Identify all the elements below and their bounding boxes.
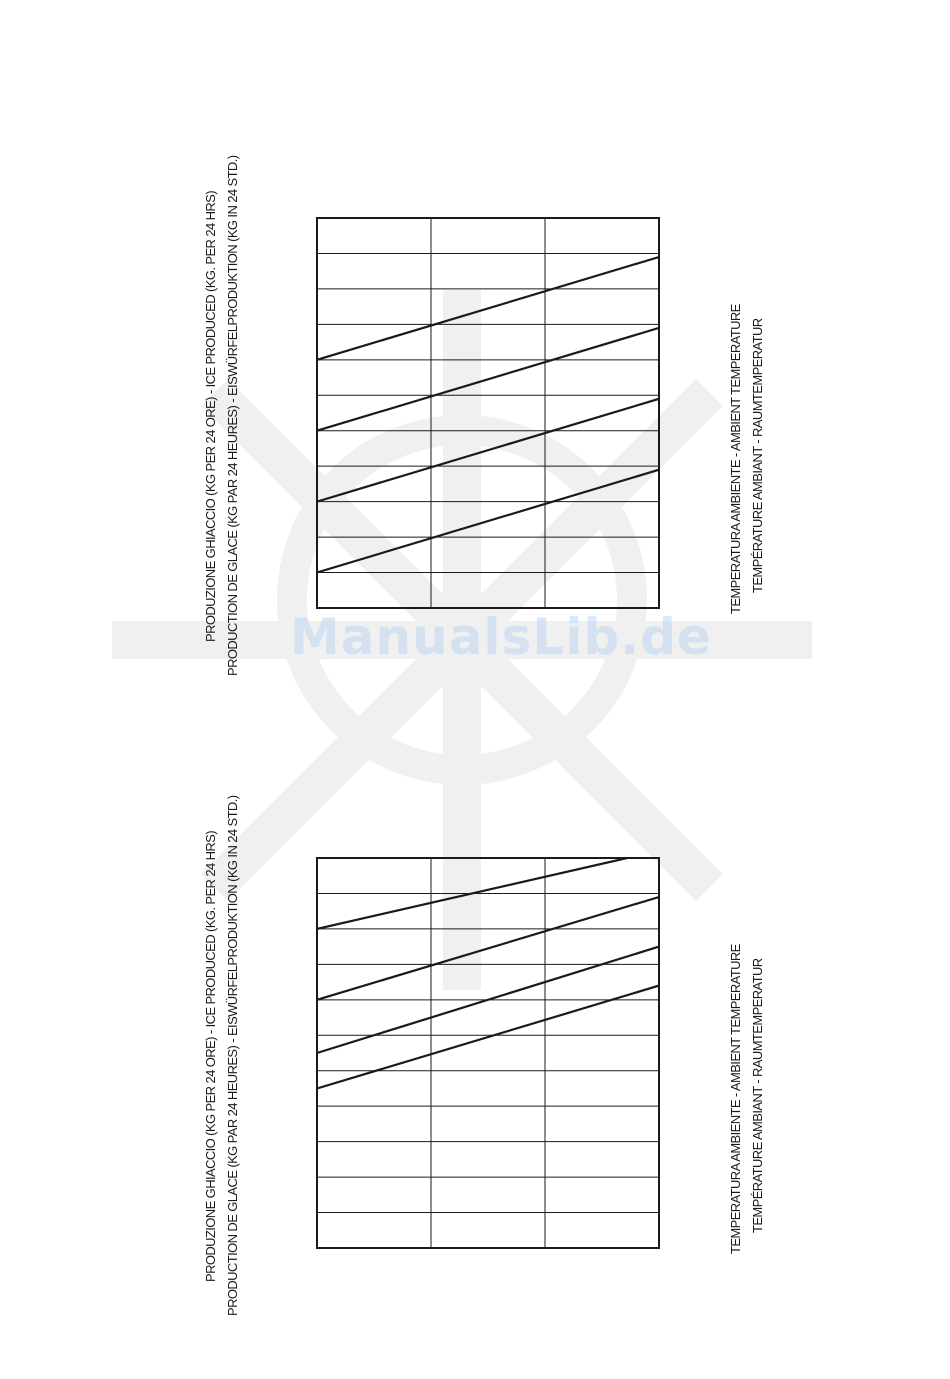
- chart-2-xlabel-line-2: TEMPÉRATURE AMBIANT - RAUMTEMPERATUR: [750, 958, 765, 1233]
- chart-2-ylabel-line-1: PRODUZIONE GHIACCIO (KG PER 24 ORE) - ICE PRODUCED (KG. PER 24 HRS): [203, 831, 218, 1282]
- series-line-2: [317, 897, 659, 1000]
- plot-frame: [317, 218, 659, 608]
- chart-1: [300, 200, 680, 630]
- chart-2-xlabel-line-1: TEMPERATURA AMBIENTE - AMBIENT TEMPERATURE: [728, 944, 743, 1254]
- chart-1-ylabel-line-1: PRODUZIONE GHIACCIO (KG PER 24 ORE) - ICE PRODUCED (KG. PER 24 HRS): [203, 191, 218, 642]
- watermark-text: ManualsLib.de: [290, 608, 712, 666]
- chart-1-xlabel-line-2: TEMPÉRATURE AMBIANT - RAUMTEMPERATUR: [750, 318, 765, 593]
- chart-2-ylabel-line-2: PRODUCTION DE GLACE (KG PAR 24 HEURES) - EISWÜRFELPRODUKTION (KG IN 24 STD.): [225, 795, 240, 1316]
- chart-1-ylabel-line-2: PRODUCTION DE GLACE (KG PAR 24 HEURES) - EISWÜRFELPRODUKTION (KG IN 24 STD.): [225, 155, 240, 676]
- chart-1-xlabel-line-1: TEMPERATURA AMBIENTE - AMBIENT TEMPERATURE: [728, 304, 743, 614]
- chart-2: [300, 840, 680, 1270]
